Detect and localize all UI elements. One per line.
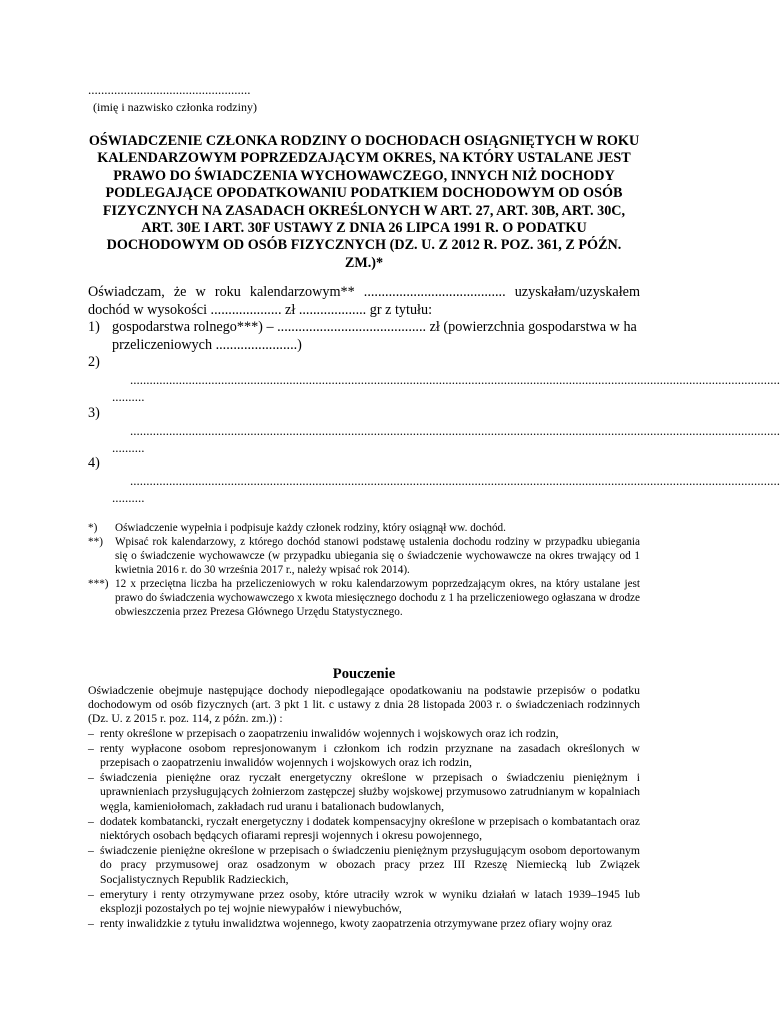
list-item-text: renty wypłacone osobom represjonowanym i członkom ich rodzin przyznane na zasadach określonych w przepisach o zaopatrzeniu inwalidów wojennych i wojskowych oraz ich rodzin, — [100, 741, 640, 770]
footnote-text: 12 x przeciętna liczba ha przeliczeniowych w roku kalendarzowym poprzedzającym okres, na który ustalane jest prawo do świadczenia wychowawczego x kwota miesięcznego dochodu z 1 ha przeliczeniowego ogłaszana w drodze obwieszczenia przez Prezesa Głównego Urzędu Statystycznego. — [115, 578, 640, 619]
name-signature-line: .................................................. — [88, 82, 251, 97]
dash-bullet: – — [88, 916, 94, 930]
dash-bullet: – — [88, 741, 94, 755]
item-number: 4) — [88, 455, 100, 471]
item-number: 1) — [88, 319, 100, 335]
item-number: 3) — [88, 405, 100, 421]
list-item — [88, 815, 640, 844]
document-title: OŚWIADCZENIE CZŁONKA RODZINY O DOCHODACH OSIĄGNIĘTYCH W ROKU KALENDARZOWYM POPRZEDZAJĄCYM OKRES, NA KTÓRY USTALANE JEST PRAWO DO ŚWIADCZENIA WYCHOWAWCZEGO, INNYCH NIŻ DOCHODY PODLEGAJĄCE OPODATKOWANIU PODATKIEM DOCHODOWYM OD OSÓB FIZYCZNYCH NA ZASADACH OKREŚLONYCH W ART. 27, ART. 30B, ART. 30C, ART. 30E I ART. 30F USTAWY Z DNIA 26 LIPCA 1991 R. O PODATKU DOCHODOWYM OD OSÓB FIZYCZNYCH (DZ. U. Z 2012 R. POZ. 361, Z PÓŹN. ZM.)* — [88, 133, 640, 271]
dash-bullet: – — [88, 770, 94, 784]
name-signature-label: (imię i nazwisko członka rodziny) — [93, 100, 257, 114]
dash-bullet: – — [88, 887, 94, 901]
income-item-2 — [88, 354, 780, 406]
list-item-text: emerytury i renty otrzymywane przez osoby, które utraciły wzrok w wyniku działań w latach 1939–1945 lub eksplozji pozostałych po tej wojnie niewypałów i niewybuchów, — [100, 887, 640, 916]
item-number: 2) — [88, 354, 100, 370]
income-item-1 — [88, 319, 640, 355]
dash-bullet: – — [88, 843, 94, 857]
list-item-text: renty inwalidzkie z tytułu inwalidztwa wojennego, kwoty zaopatrzenia otrzymywane przez ofiary wojny oraz — [100, 916, 612, 930]
item-fill-line-end: .......... — [112, 440, 145, 455]
footnote-3 — [88, 577, 640, 620]
list-item — [88, 771, 640, 815]
footnote-text: Oświadczenie wypełnia i podpisuje każdy członek rodziny, który osiągnął ww. dochód. — [115, 522, 506, 534]
item-fill-line: ........................................................................................................................................................................................................ — [130, 473, 780, 488]
item-fill-line-end: .......... — [112, 389, 145, 404]
exempt-income-list — [88, 727, 640, 931]
dash-bullet: – — [88, 814, 94, 828]
income-item-4 — [88, 455, 780, 507]
item-text: gospodarstwa rolnego***) – .......................................... zł (powierzchnia gospodarstwa w ha przeliczeniowych .......................) — [112, 319, 637, 353]
item-fill-line: ........................................................................................................................................................................................................ — [130, 423, 780, 438]
list-item-text: renty określone w przepisach o zaopatrzeniu inwalidów wojennych i wojskowych oraz ich rodzin, — [100, 727, 559, 740]
list-item — [88, 742, 640, 771]
list-item-text: dodatek kombatancki, ryczałt energetyczny i dodatek kompensacyjny określone w przepisach o kombatantach oraz niektórych osobach będących ofiarami represji wojennych i okresu powojennego, — [100, 814, 640, 843]
dash-bullet: – — [88, 727, 94, 740]
footnote-1 — [88, 521, 640, 535]
footnote-text: Wpisać rok kalendarzowy, z którego dochód stanowi podstawę ustalenia dochodu rodziny w przypadku ubiegania się o świadczenie wychowawcze (w przypadku ubiegania się o świadczenie wychowawcze na okres trwający od 1 kwietnia 2016 r. do 30 września 2017 r., należy wpisać rok 2014). — [115, 536, 640, 577]
list-item-text: świadczenia pieniężne oraz ryczałt energetyczny określone w przepisach o świadczeniu pieniężnym i uprawnieniach przysługujących żołnierzom zastępczej służby wojskowej przymusowo zatrudnianym w kopalniach węgla, kamieniołomach, zakładach rud uranu i batalionach budowlanych, — [100, 770, 640, 813]
footnote-mark: *) — [88, 522, 98, 534]
list-item-text: świadczenie pieniężne określone w przepisach o świadczeniu pieniężnym przysługującym osobom deportowanym do pracy przymusowej oraz osadzonym w obozach pracy przez III Rzeszę Niemiecką lub Związek Socjalistycznych Republik Radzieckich, — [100, 843, 640, 886]
instruction-heading: Pouczenie — [332, 666, 396, 682]
declaration-text: Oświadczam, że w roku kalendarzowym** ........................................ uzyskałam/uzyskałem dochód w wysokości .................... zł ................... gr z tytułu: — [88, 284, 640, 318]
list-item — [88, 727, 640, 742]
footnote-mark: ***) — [88, 578, 109, 590]
footnote-2 — [88, 535, 640, 578]
footnote-mark: **) — [88, 536, 103, 548]
list-item — [88, 844, 640, 888]
item-fill-line-end: .......... — [112, 490, 145, 505]
item-fill-line: ........................................................................................................................................................................................................ — [130, 372, 780, 387]
income-item-3 — [88, 405, 780, 457]
instruction-intro: Oświadczenie obejmuje następujące dochody niepodlegające opodatkowaniu na podstawie przepisów o podatku dochodowym od osób fizycznych (art. 3 pkt 1 lit. c ustawy z dnia 28 listopada 2003 r. o świadczeniach rodzinnych (Dz. U. z 2015 r. poz. 114, z późn. zm.)) : — [88, 684, 640, 726]
list-item — [88, 917, 640, 932]
list-item — [88, 888, 640, 917]
